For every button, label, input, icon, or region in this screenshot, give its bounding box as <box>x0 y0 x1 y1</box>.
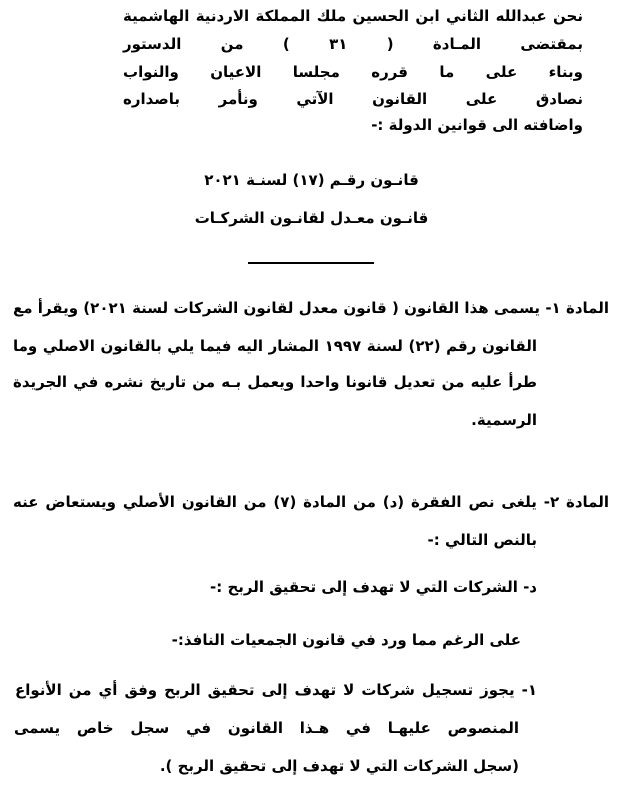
preamble-line-3: وبناء على ما قرره مجلسا الاعيان والنواب <box>123 63 583 81</box>
title-divider <box>248 262 374 264</box>
law-title: قانـون رقـم (١٧) لسنـة ٢٠٢١ <box>204 171 419 189</box>
article-1-line-1: المادة ١- يسمى هذا القانون ( قانون معدل لقانون الشركات لسنة ٢٠٢١) ويقرأ مع <box>13 299 609 317</box>
article-1-line-4: الرسمية. <box>471 411 537 429</box>
preamble-line-2: بمقتضى المـادة ( ٣١ ) من الدستور <box>123 35 583 53</box>
preamble-line-1: نحن عبدالله الثاني ابن الحسين ملك المملكة الاردنية الهاشمية <box>123 7 583 25</box>
preamble-line-4: نصادق على القانون الآتي ونأمر باصداره <box>123 90 583 108</box>
clause-d-intro: على الرغم مما ورد في قانون الجمعيات النافذ:- <box>171 631 521 649</box>
article-1-line-3: طرأ عليه من تعديل قانونا واحدا ويعمل بـه من تاريخ نشره في الجريدة <box>13 373 537 391</box>
article-1-line-2: القانون رقم (٢٢) لسنة ١٩٩٧ المشار اليه فيما يلي بالقانون الاصلي وما <box>13 337 538 355</box>
article-2-line-2: بالنص التالي :- <box>427 531 537 549</box>
preamble-line-5: واضافته الى قوانين الدولة :- <box>371 116 583 134</box>
item-1-line-2: المنصوص عليهـا في هـذا القانون في سجل خاص يسمى <box>14 719 519 737</box>
item-1-line-3: (سجل الشركات التي لا تهدف إلى تحقيق الربح ). <box>159 757 519 775</box>
law-subtitle: قانـون معـدل لقانـون الشركـات <box>194 209 429 227</box>
article-2-line-1: المادة ٢- يلغى نص الفقرة (د) من المادة (٧) من القانون الأصلي ويستعاض عنه <box>13 493 609 511</box>
clause-d-heading: د- الشركات التي لا تهدف إلى تحقيق الربح :- <box>210 578 537 596</box>
item-1-line-1: ١- يجوز تسجيل شركات لا تهدف إلى تحقيق الربح وفق أي من الأنواع <box>15 681 537 699</box>
